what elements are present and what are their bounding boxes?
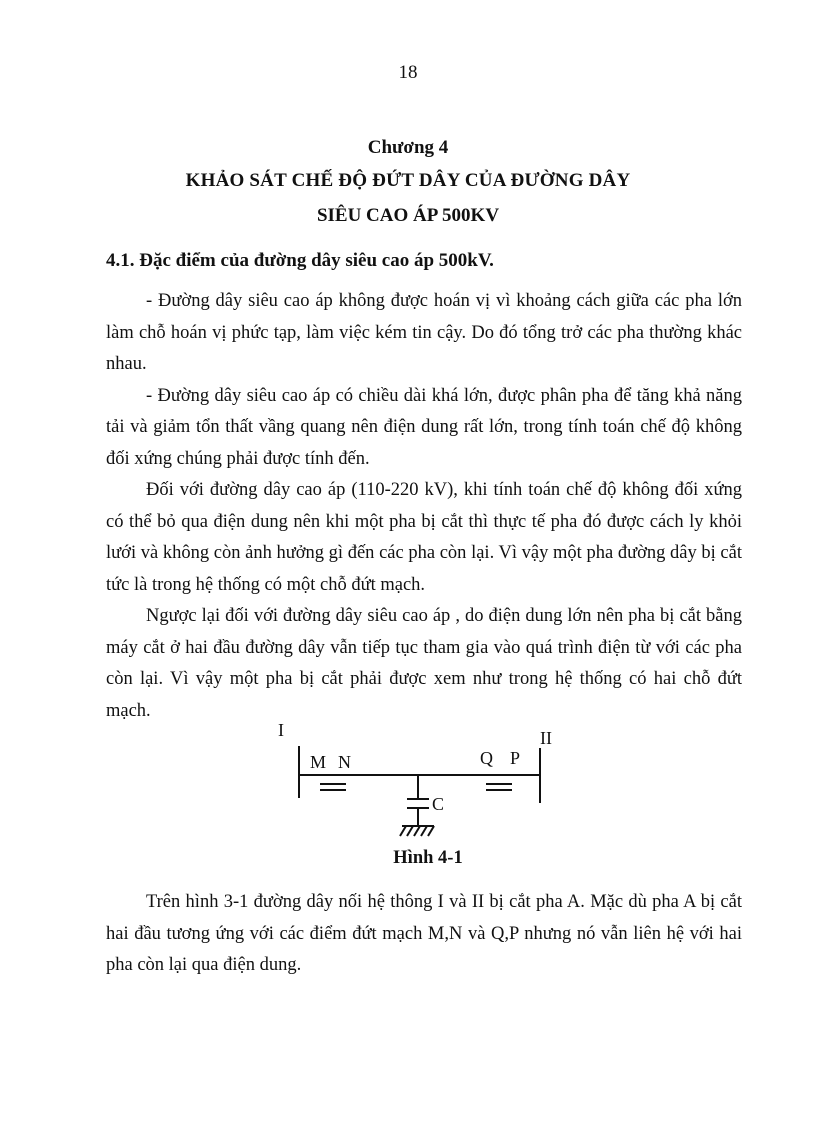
label-bus-II: II: [540, 728, 552, 748]
label-bus-I: I: [278, 720, 284, 740]
figure-caption: Hình 4-1: [393, 848, 463, 868]
circuit-diagram: [270, 718, 570, 853]
paragraph: Đối với đường dây cao áp (110-220 kV), khi tính toán chế độ không đối xứng có thể bỏ qua điện dung nên khi một pha bị cắt thì thực tế pha đó được cách ly khỏi lưới và không còn ảnh hưởng gì đến các pha còn lại. Vì vậy một pha đường dây bị cắt tức là trong hệ thống có một chỗ đứt mạch.: [106, 480, 742, 595]
circuit-drawing: [270, 718, 570, 853]
page-number: 18: [398, 62, 418, 83]
body-text: [106, 286, 742, 727]
paragraph: - Đường dây siêu cao áp có chiều dài khá lớn, được phân pha để tăng khả năng tải và giảm tổn thất vầng quang nên điện dung rất lớn, trong tính toán chế độ không đối xứng chúng phải được tính đến.: [106, 385, 742, 469]
paragraph: - Đường dây siêu cao áp không được hoán vị vì khoảng cách giữa các pha lớn làm chỗ hoán vị phức tạp, làm việc kém tin cậy. Do đó tổng trở các pha thường khác nhau.: [106, 291, 742, 374]
closing-text: [106, 887, 742, 982]
label-N: N: [338, 752, 351, 772]
label-M: M: [310, 752, 327, 772]
chapter-title-line-2: SIÊU CAO ÁP 500KV: [316, 205, 500, 226]
chapter-heading: Chương 4: [367, 137, 449, 158]
label-Q: Q: [480, 748, 493, 768]
paragraph: Ngược lại đối với đường dây siêu cao áp , do điện dung lớn nên pha bị cắt bằng máy cắt ở hai đầu đường dây vẫn tiếp tục tham gia vào quá trình điện từ với các pha còn lại. Vì vậy một pha bị cắt phải được xem như trong hệ thống có hai chỗ đứt mạch.: [106, 606, 742, 721]
paragraph: Trên hình 3-1 đường dây nối hệ thông I và II bị cắt pha A. Mặc dù pha A bị cắt hai đầu tương ứng với các điểm đứt mạch M,N và Q,P nhưng nó vẫn liên hệ với hai pha còn lại qua điện dung.: [106, 892, 742, 975]
chapter-title-line-1: KHẢO SÁT CHẾ ĐỘ ĐỨT DÂY CỦA ĐƯỜNG DÂY: [185, 170, 631, 191]
section-heading: 4.1. Đặc điểm của đường dây siêu cao áp 500kV.: [106, 250, 494, 271]
label-P: P: [510, 748, 521, 768]
label-C: C: [432, 794, 445, 814]
